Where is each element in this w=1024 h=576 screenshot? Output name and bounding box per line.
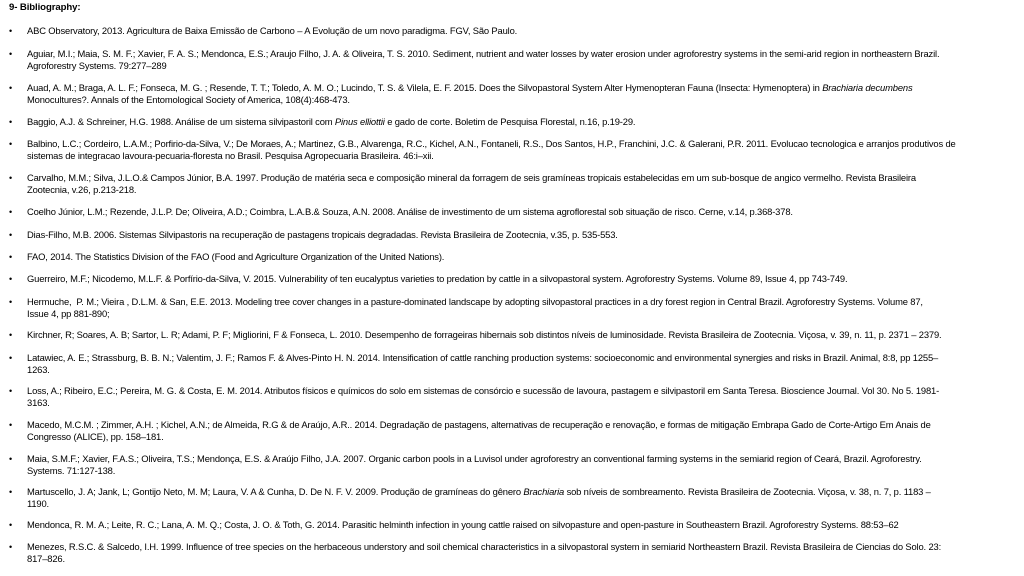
reference-text xyxy=(27,419,1017,443)
reference-segment: Macedo, M.C.M. ; Zimmer, A.H. ; Kichel, A.N.; de Almeida, R.G & de Araújo, A.R.. 2014. Degradação de pastagens, alternativas de recuperação e renovação, e formas de mitigação Embrapa Gado de Corte-Artigo Em Anais de xyxy=(27,419,931,430)
reference-line xyxy=(27,184,1017,196)
reference-line xyxy=(27,419,1017,431)
reference-text xyxy=(27,453,1017,477)
reference-text xyxy=(27,48,1017,72)
reference-segment: Issue 4, pp 881-890; xyxy=(27,308,110,319)
reference-item xyxy=(0,82,1024,106)
reference-item xyxy=(0,229,1024,241)
reference-line xyxy=(27,251,1017,263)
reference-segment: Balbino, L.C.; Cordeiro, L.A.M.; Porfirio-da-Silva, V.; De Moraes, A.; Martinez, G.B., Alvarenga, R.C., Kichel, A.N., Fontaneli, R.S., Dos Santos, H.P., Franchini, J.C. & Galerani, P.R. 2011. Evolucao tecnologica e arranjos produtivos de xyxy=(27,138,956,149)
reference-line xyxy=(27,94,1017,106)
reference-item xyxy=(0,352,1024,376)
bullet-icon: • xyxy=(9,487,13,497)
reference-line xyxy=(27,329,1017,341)
reference-segment: sistemas de integracao lavoura-pecuaria-floresta no Brasil. Pesquisa Agropecuaria Brasileira. 46:i–xii. xyxy=(27,150,434,161)
reference-line xyxy=(27,138,1017,150)
reference-segment: Monocultures?. Annals of the Entomological Society of America, 108(4):468-473. xyxy=(27,94,350,105)
reference-item xyxy=(0,453,1024,477)
bullet-icon: • xyxy=(9,139,13,149)
reference-line xyxy=(27,431,1017,443)
reference-text xyxy=(27,82,1017,106)
reference-item xyxy=(0,419,1024,443)
reference-text xyxy=(27,229,1017,241)
reference-segment: Mendonca, R. M. A.; Leite, R. C.; Lana, A. M. Q.; Costa, J. O. & Toth, G. 2014. Parasitic helminth infection in young cattle raised on silvopasture and open-pasture in Southeastern Brazil. Agroforestry Systems. 88:53–62 xyxy=(27,519,899,530)
reference-segment: Martuscello, J. A; Jank, L; Gontijo Neto, M. M; Laura, V. A & Cunha, D. De N. F. V. 2009. Produção de gramíneas do gênero xyxy=(27,486,524,497)
reference-line xyxy=(27,364,1017,376)
reference-item xyxy=(0,251,1024,263)
reference-line xyxy=(27,519,1017,531)
reference-item xyxy=(0,273,1024,285)
reference-text xyxy=(27,172,1017,196)
reference-text xyxy=(27,25,1017,37)
bullet-icon: • xyxy=(9,330,13,340)
reference-line xyxy=(27,150,1017,162)
reference-line xyxy=(27,541,1017,553)
bullet-icon: • xyxy=(9,520,13,530)
reference-item xyxy=(0,519,1024,531)
reference-line xyxy=(27,397,1017,409)
reference-item xyxy=(0,385,1024,409)
reference-line xyxy=(27,296,1017,308)
reference-line xyxy=(27,465,1017,477)
reference-item xyxy=(0,48,1024,72)
reference-segment: Hermuche, P. M.; Vieira , D.L.M. & San, E.E. 2013. Modeling tree cover changes in a pasture-dominated landscape by adopting silvopastoral practices in a dry forest region in Central Brazil. Agroforestry Systems. Volume 87, xyxy=(27,296,923,307)
reference-text xyxy=(27,251,1017,263)
reference-segment: Auad, A. M.; Braga, A. L. F.; Fonseca, M. G. ; Resende, T. T.; Toledo, A. M. O.; Lucindo, T. S. & Vilela, E. F. 2015. Does the Silvopastoral System Alter Hymenopteran Fauna (Insecta: Hymenoptera) in xyxy=(27,82,823,93)
reference-text xyxy=(27,138,1017,162)
reference-line xyxy=(27,486,1017,498)
reference-line xyxy=(27,48,1017,60)
reference-segment: 3163. xyxy=(27,397,50,408)
bullet-icon: • xyxy=(9,26,13,36)
reference-segment: 1263. xyxy=(27,364,50,375)
bullet-icon: • xyxy=(9,353,13,363)
reference-item xyxy=(0,138,1024,162)
reference-text xyxy=(27,352,1017,376)
reference-text xyxy=(27,519,1017,531)
reference-segment: Guerreiro, M.F.; Nicodemo, M.L.F. & Porfírio-da-Silva, V. 2015. Vulnerability of ten eucalyptus varieties to predation by cattle in a silvopastoral system. Agroforestry Systems. Volume 89, Issue 4, pp 743-749. xyxy=(27,273,848,284)
reference-line xyxy=(27,273,1017,285)
reference-segment: Zootecnia, v.26, p.213-218. xyxy=(27,184,137,195)
reference-line xyxy=(27,60,1017,72)
reference-segment: Menezes, R.S.C. & Salcedo, I.H. 1999. Influence of tree species on the herbaceous understory and soil chemical characteristics in a silvopastoral system in semiarid Northeastern Brazil. Revista Brasileira de Ciencias do Solo. 23: xyxy=(27,541,942,552)
reference-item xyxy=(0,486,1024,510)
reference-item xyxy=(0,25,1024,37)
reference-segment: Loss, A.; Ribeiro, E.C.; Pereira, M. G. & Costa, E. M. 2014. Atributos físicos e químicos do solo em sistemas de consórcio e sucessão de lavoura, pastagem e silvipastoril em Santa Teresa. Bioscience Journal. Vol 30. No 5. 1981- xyxy=(27,385,940,396)
bullet-icon: • xyxy=(9,297,13,307)
italic-species-name: Brachiaria xyxy=(523,486,565,497)
reference-line xyxy=(27,206,1017,218)
reference-text xyxy=(27,206,1017,218)
bullet-icon: • xyxy=(9,386,13,396)
reference-text xyxy=(27,486,1017,510)
reference-segment: Maia, S.M.F.; Xavier, F.A.S.; Oliveira, T.S.; Mendonça, E.S. & Araújo Filho, J.A. 2007. Organic carbon pools in a Luvisol under agroforestry an conventional farming systems in the semiarid region of Ceará, Brazil. Agroforestry. xyxy=(27,453,922,464)
reference-item xyxy=(0,206,1024,218)
bullet-icon: • xyxy=(9,230,13,240)
italic-species-name: Brachiaria decumbens xyxy=(822,82,913,93)
reference-segment: Dias-Filho, M.B. 2006. Sistemas Silvipastoris na recuperação de pastagens tropicais degradadas. Revista Brasileira de Zootecnia, v.35, p. 535-553. xyxy=(27,229,618,240)
reference-segment: FAO, 2014. The Statistics Division of the FAO (Food and Agriculture Organization of the United Nations). xyxy=(27,251,445,262)
bullet-icon: • xyxy=(9,207,13,217)
reference-item xyxy=(0,329,1024,341)
reference-line xyxy=(27,116,1017,128)
bullet-icon: • xyxy=(9,173,13,183)
reference-line xyxy=(27,352,1017,364)
reference-segment: Carvalho, M.M.; Silva, J.L.O.& Campos Júnior, B.A. 1997. Produção de matéria seca e composição mineral da forragem de seis gramíneas tropicais estabelecidas em um sub-bosque de angico vermelho. Revista Brasileira xyxy=(27,172,916,183)
reference-text xyxy=(27,273,1017,285)
section-title: 9- Bibliography: xyxy=(9,2,81,13)
reference-item xyxy=(0,541,1024,565)
reference-segment: 1190. xyxy=(27,498,50,509)
bullet-icon: • xyxy=(9,542,13,552)
reference-line xyxy=(27,82,1017,94)
reference-text xyxy=(27,296,1017,320)
reference-text xyxy=(27,541,1017,565)
reference-line xyxy=(27,553,1017,565)
reference-line xyxy=(27,229,1017,241)
reference-segment: sob níveis de sombreamento. Revista Brasileira de Zootecnia. Viçosa, v. 38, n. 7, p. 1183 – xyxy=(564,486,931,497)
reference-segment: e gado de corte. Boletim de Pesquisa Florestal, n.16, p.19-29. xyxy=(384,116,636,127)
reference-text xyxy=(27,385,1017,409)
bullet-icon: • xyxy=(9,83,13,93)
italic-species-name: Pinus elliottii xyxy=(334,116,385,127)
reference-segment: Baggio, A.J. & Schreiner, H.G. 1988. Análise de um sistema silvipastoril com xyxy=(27,116,335,127)
reference-segment: Coelho Júnior, L.M.; Rezende, J.L.P. De; Oliveira, A.D.; Coimbra, L.A.B.& Souza, A.N. 2008. Análise de investimento de um sistema agroflorestal sob situação de risco. Cerne, v.14, p.368-378. xyxy=(27,206,793,217)
reference-line xyxy=(27,308,1017,320)
reference-segment: 817–826. xyxy=(27,553,65,564)
reference-segment: Latawiec, A. E.; Strassburg, B. B. N.; Valentim, J. F.; Ramos F. & Alves-Pinto H. N. 2014. Intensification of cattle ranching production systems: socioeconomic and environmental synergies and risks in Brazil. Animal, 8:8, pp 1255– xyxy=(27,352,939,363)
bullet-icon: • xyxy=(9,454,13,464)
reference-segment: Systems. 71:127-138. xyxy=(27,465,116,476)
bullet-icon: • xyxy=(9,49,13,59)
reference-segment: Agroforestry Systems. 79:277–289 xyxy=(27,60,167,71)
reference-line xyxy=(27,25,1017,37)
reference-line xyxy=(27,453,1017,465)
reference-segment: Aguiar, M.I.; Maia, S. M. F.; Xavier, F. A. S.; Mendonca, E.S.; Araujo Filho, J. A. & Oliveira, T. S. 2010. Sediment, nutrient and water losses by water erosion under agroforestry systems in the semi-arid region in northeastern Brazil. xyxy=(27,48,940,59)
reference-line xyxy=(27,385,1017,397)
reference-segment: Congresso (ALICE), pp. 158–181. xyxy=(27,431,164,442)
reference-text xyxy=(27,329,1017,341)
bullet-icon: • xyxy=(9,117,13,127)
reference-item xyxy=(0,296,1024,320)
bullet-icon: • xyxy=(9,274,13,284)
reference-line xyxy=(27,498,1017,510)
reference-segment: ABC Observatory, 2013. Agricultura de Baixa Emissão de Carbono – A Evolução de um novo paradigma. FGV, São Paulo. xyxy=(27,25,518,36)
reference-segment: Kirchner, R; Soares, A. B; Sartor, L. R; Adami, P. F; Migliorini, F & Fonseca, L. 2010. Desempenho de forrageiras hibernais sob distintos níveis de luminosidade. Revista Brasileira de Zootecnia. Viçosa, v. 39, n. 11, p. 2371 – 2379. xyxy=(27,329,942,340)
bullet-icon: • xyxy=(9,420,13,430)
bullet-icon: • xyxy=(9,252,13,262)
reference-item xyxy=(0,116,1024,128)
reference-item xyxy=(0,172,1024,196)
reference-text xyxy=(27,116,1017,128)
reference-line xyxy=(27,172,1017,184)
